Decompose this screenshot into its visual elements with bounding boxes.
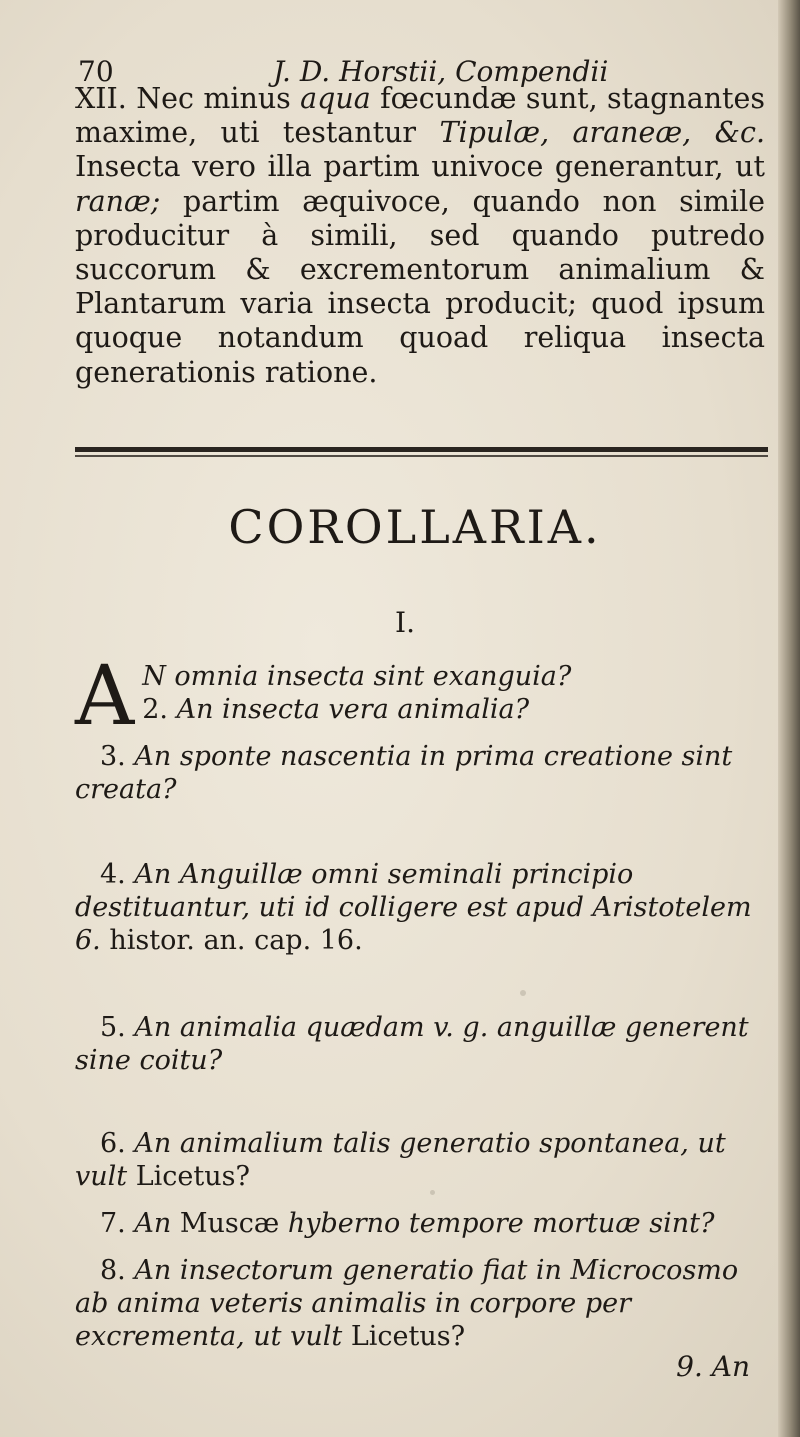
question-8 <box>75 1254 770 1353</box>
paper-stain <box>430 1190 435 1195</box>
question-4 <box>75 858 770 957</box>
question-7-number: 7. <box>100 1208 126 1239</box>
question-5-text: An animalia quædam v. g. anguillæ generent sine coitu? <box>75 1012 749 1076</box>
catchword: 9. An <box>676 1350 750 1383</box>
section-text-c: Insecta vero illa partim univoce generantur, ut <box>75 150 765 184</box>
question-6-text: An animalium talis generatio spontanea, ut vult <box>75 1128 726 1192</box>
ornamental-rule-thin <box>75 455 768 457</box>
question-7-text-a: An <box>134 1208 172 1239</box>
section-text-d: partim æquivoce, quando non simile producitur à simili, sed quando putredo succorum & excrementorum animalium & Plantarum varia insecta producit; quod ipsum quoque notandum quoad reliqua insecta generationis ratione. <box>75 184 765 389</box>
question-4-text: An Anguillæ omni seminali principio destituantur, uti id colligere est apud Aristotelem 6. <box>75 859 752 956</box>
running-title: J. D. Horstii, Compendii <box>273 55 609 88</box>
section-number: XII. <box>75 82 127 115</box>
corollaria-questions <box>75 649 770 1353</box>
drop-cap: A <box>75 649 135 744</box>
question-3 <box>75 740 770 806</box>
question-3-number: 3. <box>100 741 126 772</box>
question-6-author: Licetus? <box>127 1161 250 1192</box>
corollaria-numeral: I. <box>395 606 415 639</box>
question-2 <box>75 693 770 726</box>
question-3-text: An sponte nascentia in prima creatione sint creata? <box>75 741 733 805</box>
question-8-author: Licetus? <box>342 1321 466 1352</box>
ornamental-rule <box>75 447 768 452</box>
question-4-number: 4. <box>100 859 126 890</box>
section-word-aqua: aqua <box>300 82 371 115</box>
question-7 <box>75 1207 770 1240</box>
question-2-text: An insecta vera animalia? <box>176 694 530 725</box>
paper-stain <box>520 990 526 996</box>
question-7-word-muscae: Muscæ <box>171 1208 288 1239</box>
section-text-a: Nec minus <box>126 82 301 115</box>
question-5-number: 5. <box>100 1012 126 1043</box>
section-text-b: fœcundæ sunt, stagnantes maxime, uti testantur <box>75 82 765 150</box>
question-7-text-b: hyberno tempore mortuæ sint? <box>287 1208 715 1239</box>
section-xii-paragraph <box>75 82 765 390</box>
question-1-text: N omnia insecta sint exanguia? <box>142 661 572 692</box>
section-word-tipula: Tipulæ, araneæ, &c. <box>439 116 765 150</box>
question-8-number: 8. <box>100 1255 126 1286</box>
question-4-citation: histor. an. cap. 16. <box>100 925 363 956</box>
question-2-number: 2. <box>142 694 168 725</box>
paper-stain <box>250 880 254 884</box>
question-8-text: An insectorum generatio fiat in Microcosmo ab anima veteris animalis in corpore per excrementa, ut vult <box>75 1255 739 1352</box>
question-5 <box>75 1011 770 1077</box>
question-6 <box>75 1127 770 1193</box>
section-word-rana: ranæ; <box>75 184 161 218</box>
question-6-number: 6. <box>100 1128 126 1159</box>
book-spine-shadow <box>778 0 800 1437</box>
page-number: 70 <box>78 55 114 88</box>
corollaria-heading: COROLLARIA. <box>228 500 602 554</box>
